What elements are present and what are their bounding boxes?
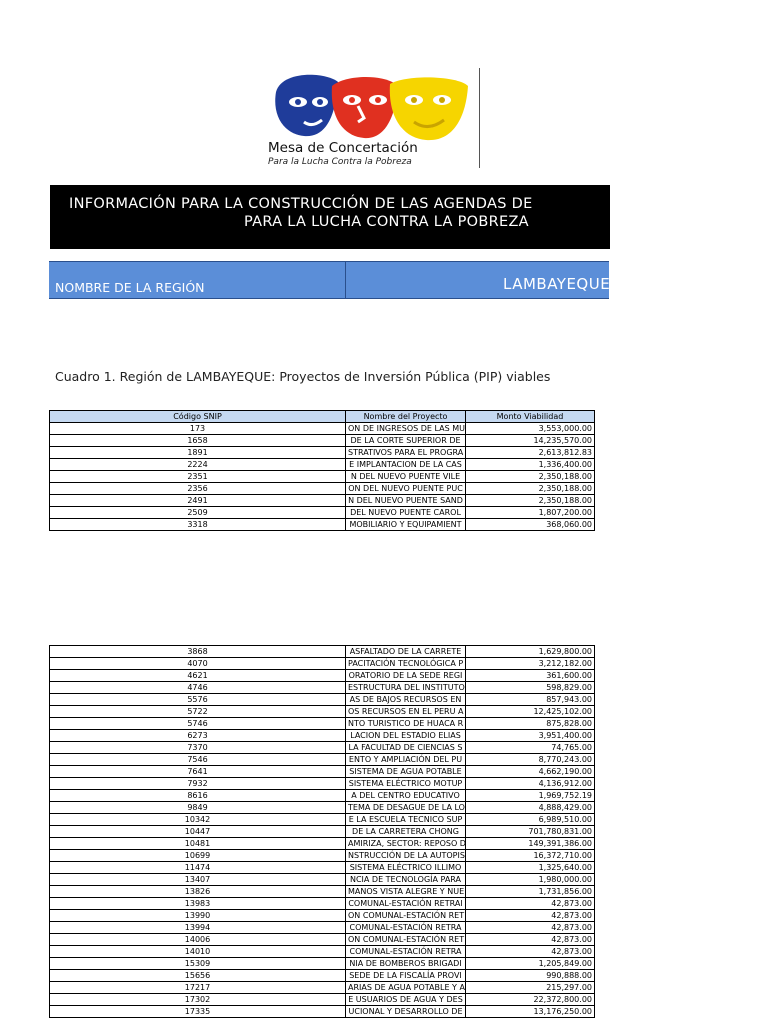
amount-cell: 1,336,400.00	[466, 459, 595, 471]
table-row	[50, 862, 595, 874]
table-row	[50, 946, 595, 958]
amount-cell: 4,888,429.00	[466, 802, 595, 814]
amount-cell: 3,212,182.00	[466, 658, 595, 670]
table-row	[50, 886, 595, 898]
project-cell: LACION DEL ESTADIO ELIAS	[346, 730, 466, 742]
snip-cell: 17335	[50, 1006, 346, 1018]
snip-cell: 9849	[50, 802, 346, 814]
table-row	[50, 766, 595, 778]
table-row	[50, 423, 595, 435]
project-cell: ESTRUCTURA DEL INSTITUTO	[346, 682, 466, 694]
table-row	[50, 874, 595, 886]
table-row	[50, 898, 595, 910]
projects-table-b	[49, 645, 595, 1018]
project-cell: ON DE INGRESOS DE LAS MU	[346, 423, 466, 435]
amount-cell: 3,951,400.00	[466, 730, 595, 742]
table-row	[50, 850, 595, 862]
amount-cell: 16,372,710.00	[466, 850, 595, 862]
snip-cell: 14010	[50, 946, 346, 958]
table-row	[50, 1006, 595, 1018]
project-cell: AMIRIZA, SECTOR: REPOSO D	[346, 838, 466, 850]
project-cell: LA FACULTAD DE CIENCIAS S	[346, 742, 466, 754]
snip-cell: 13990	[50, 910, 346, 922]
amount-cell: 12,425,102.00	[466, 706, 595, 718]
amount-cell: 149,391,386.00	[466, 838, 595, 850]
snip-cell: 10699	[50, 850, 346, 862]
table-row	[50, 802, 595, 814]
snip-cell: 10342	[50, 814, 346, 826]
snip-cell: 5576	[50, 694, 346, 706]
logo-subtitle: Para la Lucha Contra la Pobreza	[268, 157, 412, 167]
snip-cell: 5722	[50, 706, 346, 718]
table-row	[50, 447, 595, 459]
amount-cell: 1,325,640.00	[466, 862, 595, 874]
project-cell: NCIA DE TECNOLOGÍA PARA	[346, 874, 466, 886]
table-row	[50, 838, 595, 850]
snip-cell: 15309	[50, 958, 346, 970]
snip-cell: 7932	[50, 778, 346, 790]
snip-cell: 17217	[50, 982, 346, 994]
amount-cell: 42,873.00	[466, 922, 595, 934]
table-row	[50, 934, 595, 946]
table-row	[50, 814, 595, 826]
amount-cell: 2,350,188.00	[466, 483, 595, 495]
project-cell: ON DEL NUEVO PUENTE PUC	[346, 483, 466, 495]
table-row	[50, 658, 595, 670]
mesa-logo	[266, 68, 482, 170]
projects-table-a	[49, 410, 595, 531]
faces-logo-icon	[268, 72, 468, 142]
amount-cell: 857,943.00	[466, 694, 595, 706]
amount-cell: 1,807,200.00	[466, 507, 595, 519]
snip-cell: 8616	[50, 790, 346, 802]
project-cell: E IMPLANTACION DE LA CAS	[346, 459, 466, 471]
project-cell: N DEL NUEVO PUENTE SAND	[346, 495, 466, 507]
amount-cell: 1,969,752.19	[466, 790, 595, 802]
snip-cell: 13983	[50, 898, 346, 910]
table-row	[50, 790, 595, 802]
banner-line-1: INFORMACIÓN PARA LA CONSTRUCCIÓN DE LAS AGENDAS DE	[69, 196, 533, 212]
project-cell: COMUNAL-ESTACIÓN RETRAI	[346, 898, 466, 910]
snip-cell: 4070	[50, 658, 346, 670]
snip-cell: 2491	[50, 495, 346, 507]
table-caption: Cuadro 1. Región de LAMBAYEQUE: Proyectos de Inversión Pública (PIP) viables	[55, 369, 551, 384]
project-cell: E USUARIOS DE AGUA Y DES	[346, 994, 466, 1006]
amount-cell: 6,989,510.00	[466, 814, 595, 826]
project-cell: OS RECURSOS EN EL PERU A	[346, 706, 466, 718]
snip-cell: 2356	[50, 483, 346, 495]
project-cell: MOBILIARIO Y EQUIPAMIENT	[346, 519, 466, 531]
project-cell: ORATORIO DE LA SEDE REGI	[346, 670, 466, 682]
logo-title: Mesa de Concertación	[268, 140, 418, 156]
table-row	[50, 922, 595, 934]
snip-cell: 173	[50, 423, 346, 435]
snip-cell: 2224	[50, 459, 346, 471]
project-cell: TEMA DE DESAGUE DE LA LO	[346, 802, 466, 814]
table-row	[50, 435, 595, 447]
amount-cell: 22,372,800.00	[466, 994, 595, 1006]
snip-cell: 14006	[50, 934, 346, 946]
amount-cell: 42,873.00	[466, 910, 595, 922]
amount-cell: 4,662,190.00	[466, 766, 595, 778]
amount-cell: 1,731,856.00	[466, 886, 595, 898]
title-banner	[50, 185, 610, 249]
project-cell: NSTRUCCIÓN DE LA AUTOPIS	[346, 850, 466, 862]
amount-cell: 2,350,188.00	[466, 471, 595, 483]
snip-cell: 7546	[50, 754, 346, 766]
project-cell: DE LA CORTE SUPERIOR DE	[346, 435, 466, 447]
project-cell: A DEL CENTRO EDUCATIVO	[346, 790, 466, 802]
table-row	[50, 742, 595, 754]
snip-cell: 1891	[50, 447, 346, 459]
snip-cell: 3868	[50, 646, 346, 658]
banner-line-2: PARA LA LUCHA CONTRA LA POBREZA	[244, 214, 529, 230]
table-row	[50, 730, 595, 742]
snip-cell: 13407	[50, 874, 346, 886]
amount-cell: 14,235,570.00	[466, 435, 595, 447]
snip-cell: 6273	[50, 730, 346, 742]
project-cell: SEDE DE LA FISCALÍA PROVI	[346, 970, 466, 982]
table-row	[50, 694, 595, 706]
header-amount: Monto Viabilidad	[466, 411, 595, 423]
snip-cell: 4746	[50, 682, 346, 694]
project-cell: SISTEMA ELÉCTRICO MOTUP	[346, 778, 466, 790]
amount-cell: 13,176,250.00	[466, 1006, 595, 1018]
amount-cell: 74,765.00	[466, 742, 595, 754]
logo-divider	[479, 68, 480, 168]
table-row	[50, 483, 595, 495]
amount-cell: 1,980,000.00	[466, 874, 595, 886]
snip-cell: 1658	[50, 435, 346, 447]
project-cell: COMUNAL-ESTACIÓN RETRA	[346, 946, 466, 958]
project-cell: STRATIVOS PARA EL PROGRA	[346, 447, 466, 459]
snip-cell: 2351	[50, 471, 346, 483]
project-cell: DEL NUEVO PUENTE CAROL	[346, 507, 466, 519]
table-row	[50, 910, 595, 922]
snip-cell: 13826	[50, 886, 346, 898]
amount-cell: 4,136,912.00	[466, 778, 595, 790]
table-row	[50, 519, 595, 531]
table-row	[50, 982, 595, 994]
snip-cell: 13994	[50, 922, 346, 934]
table-row	[50, 646, 595, 658]
region-label: NOMBRE DE LA REGIÓN	[55, 280, 205, 295]
table-header-row	[50, 411, 595, 423]
project-cell: SISTEMA ELÉCTRICO ILLIMO	[346, 862, 466, 874]
snip-cell: 7370	[50, 742, 346, 754]
table-row	[50, 682, 595, 694]
table-row	[50, 778, 595, 790]
amount-cell: 598,829.00	[466, 682, 595, 694]
amount-cell: 368,060.00	[466, 519, 595, 531]
amount-cell: 1,629,800.00	[466, 646, 595, 658]
project-cell: E LA ESCUELA TECNICO SUP	[346, 814, 466, 826]
project-cell: SISTEMA DE AGUA POTABLE	[346, 766, 466, 778]
project-cell: MANOS VISTA ALEGRE Y NUE	[346, 886, 466, 898]
snip-cell: 11474	[50, 862, 346, 874]
table-row	[50, 754, 595, 766]
amount-cell: 42,873.00	[466, 934, 595, 946]
amount-cell: 875,828.00	[466, 718, 595, 730]
project-cell: ARIAS DE AGUA POTABLE Y A	[346, 982, 466, 994]
table-row	[50, 471, 595, 483]
amount-cell: 361,600.00	[466, 670, 595, 682]
table-row	[50, 826, 595, 838]
snip-cell: 7641	[50, 766, 346, 778]
project-cell: ASFALTADO DE LA CARRETE	[346, 646, 466, 658]
table-row	[50, 958, 595, 970]
table-row	[50, 994, 595, 1006]
project-cell: DE LA CARRETERA CHONG	[346, 826, 466, 838]
amount-cell: 2,350,188.00	[466, 495, 595, 507]
project-cell: PACITACIÓN TECNOLÓGICA P	[346, 658, 466, 670]
snip-cell: 10481	[50, 838, 346, 850]
project-cell: N DEL NUEVO PUENTE VILE	[346, 471, 466, 483]
amount-cell: 215,297.00	[466, 982, 595, 994]
snip-cell: 10447	[50, 826, 346, 838]
amount-cell: 1,205,849.00	[466, 958, 595, 970]
table-row	[50, 718, 595, 730]
amount-cell: 2,613,812.83	[466, 447, 595, 459]
table-row	[50, 495, 595, 507]
header-snip: Código SNIP	[50, 411, 346, 423]
project-cell: NTO TURISTICO DE HUACA R	[346, 718, 466, 730]
table-row	[50, 507, 595, 519]
project-cell: UCIONAL Y DESARROLLO DE	[346, 1006, 466, 1018]
snip-cell: 15656	[50, 970, 346, 982]
snip-cell: 17302	[50, 994, 346, 1006]
snip-cell: 4621	[50, 670, 346, 682]
amount-cell: 42,873.00	[466, 898, 595, 910]
project-cell: NIA DE BOMBEROS BRIGADI	[346, 958, 466, 970]
project-cell: COMUNAL-ESTACIÓN RETRA	[346, 922, 466, 934]
table-row	[50, 459, 595, 471]
amount-cell: 42,873.00	[466, 946, 595, 958]
region-value: LAMBAYEQUE	[503, 275, 611, 293]
snip-cell: 3318	[50, 519, 346, 531]
snip-cell: 2509	[50, 507, 346, 519]
table-row	[50, 706, 595, 718]
project-cell: AS DE BAJOS RECURSOS EN	[346, 694, 466, 706]
amount-cell: 701,780,831.00	[466, 826, 595, 838]
table-row	[50, 670, 595, 682]
amount-cell: 3,553,000.00	[466, 423, 595, 435]
project-cell: ON COMUNAL-ESTACIÓN RET	[346, 934, 466, 946]
amount-cell: 990,888.00	[466, 970, 595, 982]
snip-cell: 5746	[50, 718, 346, 730]
project-cell: ENTO Y AMPLIACIÓN DEL PU	[346, 754, 466, 766]
region-bar	[49, 261, 609, 299]
region-divider	[345, 262, 346, 298]
table-row	[50, 970, 595, 982]
project-cell: ON COMUNAL-ESTACIÓN RET	[346, 910, 466, 922]
header-project: Nombre del Proyecto	[346, 411, 466, 423]
amount-cell: 8,770,243.00	[466, 754, 595, 766]
